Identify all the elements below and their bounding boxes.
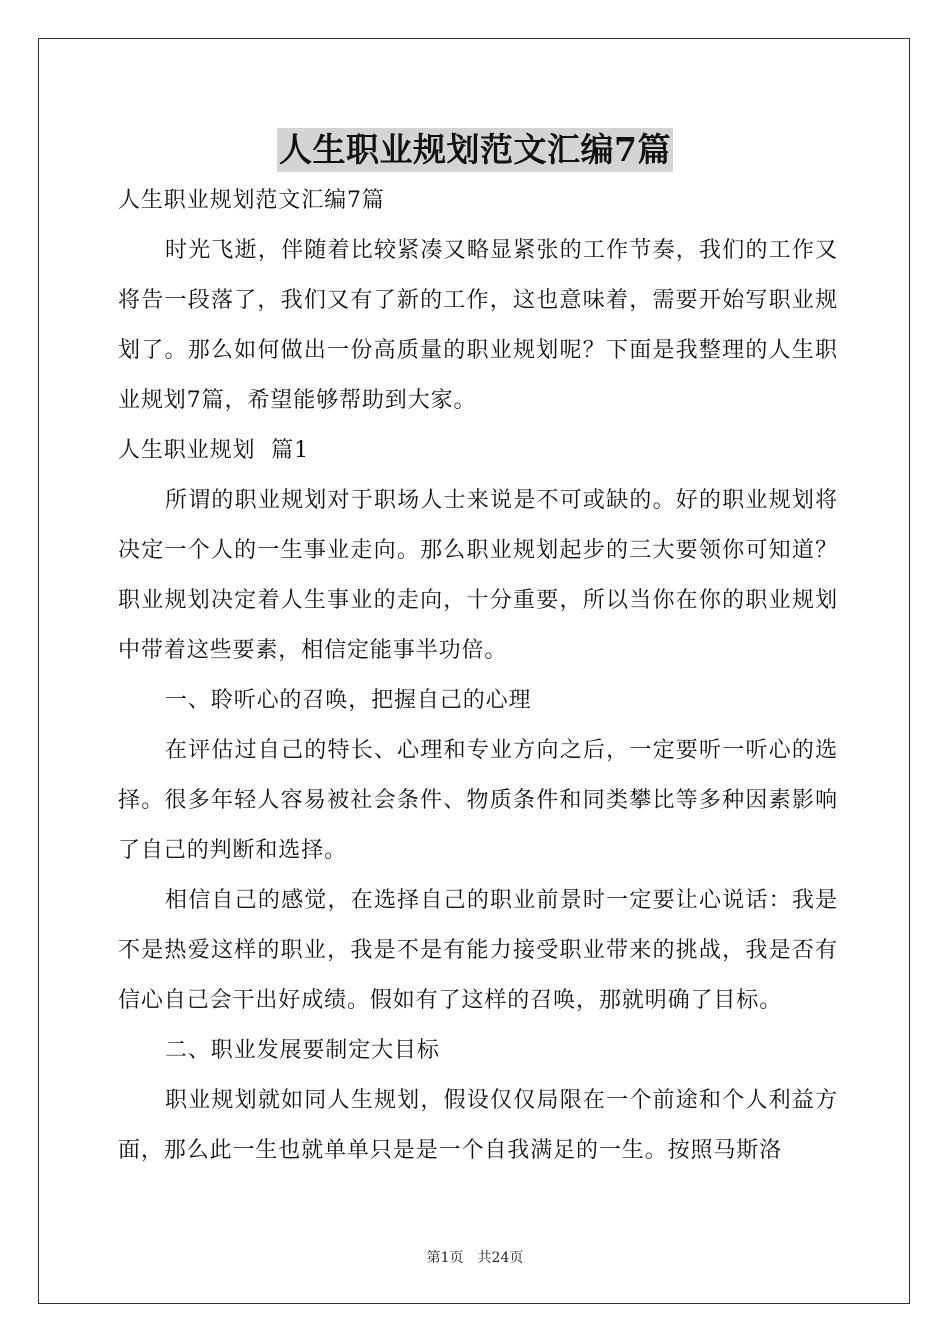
paragraph: 相信自己的感觉，在选择自己的职业前景时一定要让心说话：我是不是热爱这样的职业，我是不是有能力接受职业带来的挑战，我是否有信心自己会干出好成绩。假如有了这样的召唤，那就明确了目标。 xyxy=(118,888,838,1013)
document-body xyxy=(118,176,838,1176)
paragraph: 人生职业规划范文汇编7篇 xyxy=(118,188,385,213)
title-container xyxy=(0,128,950,172)
subsection-heading: 一、聆听心的召唤，把握自己的心理 xyxy=(165,688,532,713)
paragraph: 在评估过自己的特长、心理和专业方向之后，一定要听一听心的选择。很多年轻人容易被社会条件、物质条件和同类攀比等多种因素影响了自己的判断和选择。 xyxy=(118,738,838,863)
page-number: 第1页 xyxy=(426,1250,464,1266)
document-title: 人生职业规划范文汇编7篇 xyxy=(277,128,673,172)
paragraph: 职业规划就如同人生规划，假设仅仅局限在一个前途和个人利益方面，那么此一生也就单单只是是一个自我满足的一生。按照马斯洛 xyxy=(118,1088,838,1163)
section-heading: 人生职业规划 篇1 xyxy=(118,438,309,463)
subsection-heading: 二、职业发展要制定大目标 xyxy=(165,1038,440,1063)
page-total: 共24页 xyxy=(477,1250,524,1266)
paragraph: 所谓的职业规划对于职场人士来说是不可或缺的。好的职业规划将决定一个人的一生事业走向。那么职业规划起步的三大要领你可知道？职业规划决定着人生事业的走向，十分重要，所以当你在你的职业规划中带着这些要素，相信定能事半功倍。 xyxy=(118,488,838,663)
page-footer xyxy=(0,1247,950,1267)
paragraph: 时光飞逝，伴随着比较紧凑又略显紧张的工作节奏，我们的工作又将告一段落了，我们又有了新的工作，这也意味着，需要开始写职业规划了。那么如何做出一份高质量的职业规划呢？下面是我整理的人生职业规划7篇，希望能够帮助到大家。 xyxy=(118,238,838,413)
